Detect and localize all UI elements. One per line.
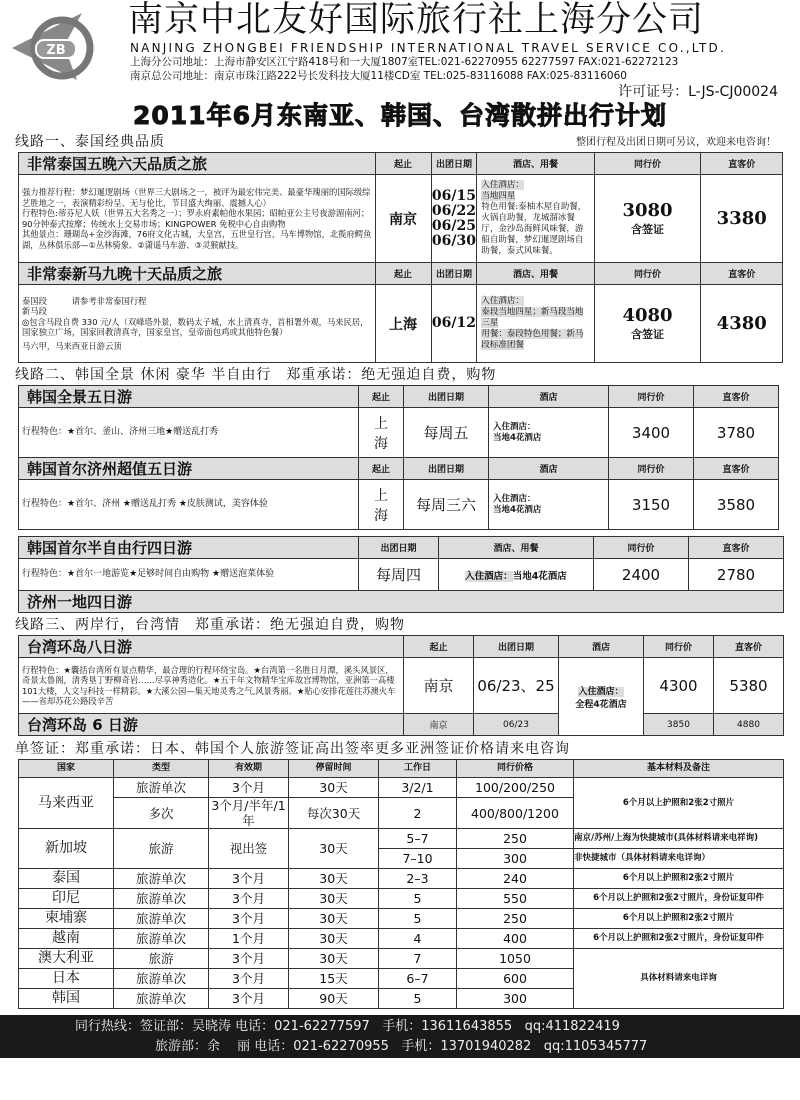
col-date: 出团日期 (431, 263, 477, 285)
col-direct: 直客价 (694, 458, 779, 480)
hotel: 入住酒店： 全程4花酒店 (559, 658, 644, 736)
workdays: 3/2/1 (379, 778, 457, 798)
route-2-header (15, 366, 776, 385)
remarks: 6个月以上护照和2张2寸照片，身份证复印件 (574, 929, 784, 949)
type: 旅游单次 (114, 778, 209, 798)
col-peer: 同行价 (609, 458, 694, 480)
direct-price: 2780 (689, 559, 784, 591)
korea-tours-table (18, 385, 779, 530)
departure-dates: 06/12 (431, 285, 477, 363)
route-1-note: 整团行程及出团日期可另议，欢迎来电咨询！ (576, 137, 776, 148)
tour-name: 非常泰新马九晚十天品质之旅 (19, 263, 376, 285)
tour-description: 行程特色：★首尔一地游览★足够时间自由购物 ★赠送泡菜体验 (19, 559, 359, 591)
tour-description: 行程特色：★首尔、釜山、济州三地★赠送乱打秀 (19, 408, 359, 458)
departure-date: 06/23、25 (474, 658, 559, 714)
price: 240 (457, 869, 574, 889)
stay: 30天 (289, 869, 379, 889)
stay: 30天 (289, 949, 379, 969)
col-stay: 停留时间 (289, 760, 379, 778)
validity: 3个月 (209, 909, 289, 929)
peer-price: 4300 (644, 658, 714, 714)
country: 泰国 (19, 869, 114, 889)
direct-price: 4380 (701, 285, 783, 363)
price: 400/800/1200 (457, 798, 574, 829)
remarks: 6个月以上护照和2张2寸照片 (574, 778, 784, 829)
stay: 30天 (289, 829, 379, 869)
korea-free-tours-table (18, 536, 784, 613)
workdays: 7 (379, 949, 457, 969)
col-type: 类型 (114, 760, 209, 778)
validity: 3个月 (209, 869, 289, 889)
peer-price: 3400 (609, 408, 694, 458)
col-hotel: 酒店 (489, 458, 609, 480)
route-2-label: 线路二、韩国全景 休闲 豪华 半自由行 郑重承诺：绝无强迫自费，购物 (15, 367, 497, 383)
departure-city: 上 海 (359, 480, 404, 530)
remarks: 南京/苏州/上海为快捷城市(具体材料请来电祥询) (574, 829, 784, 849)
departure-city: 上海 (375, 285, 431, 363)
tour-name: 非常泰国五晚六天品质之旅 (19, 153, 376, 175)
stay: 30天 (289, 778, 379, 798)
route-1-header (15, 133, 776, 152)
col-hotel: 酒店、用餐 (477, 263, 594, 285)
type: 旅游单次 (114, 989, 209, 1009)
col-peer: 同行价 (594, 263, 701, 285)
table-row (19, 778, 784, 798)
price: 1050 (457, 949, 574, 969)
price: 550 (457, 889, 574, 909)
col-direct: 直客价 (714, 636, 784, 658)
remarks: 具体材料请来电详询 (574, 949, 784, 1009)
hotel: 入住酒店： 当地4花酒店 (489, 408, 609, 458)
type: 旅游单次 (114, 909, 209, 929)
peer-price: 3080 含签证 (594, 175, 701, 263)
shanghai-address: 上海分公司地址：上海市静安区江宁路418号和一大厦1807室TEL:021-62270955 62277597 FAX:021-62272123 (130, 56, 679, 68)
tour-name: 韩国全景五日游 (19, 386, 359, 408)
validity: 视出签 (209, 829, 289, 869)
tour-name: 韩国首尔半自由行四日游 (19, 537, 359, 559)
col-direct: 直客价 (701, 153, 783, 175)
price: 250 (457, 909, 574, 929)
workdays: 2–3 (379, 869, 457, 889)
company-name: 南京中北友好国际旅行社上海分公司 (128, 0, 705, 40)
validity: 3个月 (209, 989, 289, 1009)
col-from: 起止 (359, 386, 404, 408)
workdays: 6–7 (379, 969, 457, 989)
remarks: 6个月以上护照和2张2寸照片，身份证复印件 (574, 889, 784, 909)
stay: 90天 (289, 989, 379, 1009)
departure-city: 南京 (404, 714, 474, 736)
type: 旅游单次 (114, 929, 209, 949)
hotel-meals: 入住酒店： 泰段当地四星；新马段当地三星 用餐：泰段特色用餐；新马段标准团餐 (477, 285, 594, 363)
content (0, 133, 800, 1058)
table-row (19, 929, 784, 949)
price: 600 (457, 969, 574, 989)
direct-price: 4880 (714, 714, 784, 736)
price: 300 (457, 849, 574, 869)
workdays: 7–10 (379, 849, 457, 869)
route-3-header (15, 616, 776, 635)
workdays: 5–7 (379, 829, 457, 849)
type: 多次 (114, 798, 209, 829)
col-direct: 直客价 (694, 386, 779, 408)
page-title: 2011年6月东南亚、韩国、台湾散拼出行计划 (133, 101, 667, 130)
workdays: 4 (379, 929, 457, 949)
type: 旅游单次 (114, 969, 209, 989)
route-1-label: 线路一、泰国经典品质 (15, 134, 165, 150)
country: 韩国 (19, 989, 114, 1009)
direct-price: 3780 (694, 408, 779, 458)
route-3-label: 线路三、两岸行，台湾情 郑重承诺：绝无强迫自费，购物 (15, 617, 405, 633)
workdays: 5 (379, 989, 457, 1009)
peer-price: 3150 (609, 480, 694, 530)
visa-table (18, 759, 784, 1009)
departure-city: 南京 (375, 175, 431, 263)
type: 旅游单次 (114, 889, 209, 909)
hotel-meals: 入住酒店： 当地四星 特色用餐:泰柚木屋自助餐，火锅自助餐，龙城溜冰餐厅，金沙岛海鲜风味餐，游船自助餐，梦幻暹逻剧场自助餐，泰式风味餐。 (477, 175, 594, 263)
col-validity: 有效期 (209, 760, 289, 778)
col-remarks: 基本材料及备注 (574, 760, 784, 778)
departure-date: 每周三六 (404, 480, 489, 530)
departure-city: 上 海 (359, 408, 404, 458)
country: 日本 (19, 969, 114, 989)
remarks: 非快捷城市（具体材料请来电详询） (574, 849, 784, 869)
tour-name: 济州一地四日游 (19, 591, 784, 613)
thailand-tours-table (18, 152, 783, 363)
visa-label: 单签证：郑重承诺：日本、韩国个人旅游签证高出签率更多亚洲签证价格请来电咨询 (15, 741, 570, 757)
workdays: 5 (379, 909, 457, 929)
visa-header (15, 740, 776, 759)
price: 400 (457, 929, 574, 949)
validity: 3个月 (209, 889, 289, 909)
col-date: 出团日期 (359, 537, 439, 559)
stay: 30天 (289, 909, 379, 929)
peer-price: 4080 含签证 (594, 285, 701, 363)
tour-description: 行程特色：★囊括台湾所有景点精华，最合理的行程环绕宝岛。★台湾第一名胜日月潭，溪头风景区，奇景太鲁阁，清秀垦丁野柳奇岩……尽享神秀造化。★五千年文物精华宝库故宫博物馆，亚洲第一高楼101大楼，人文与科技一样精彩。★大溪公园—集天地灵秀之气,风景秀丽。★贴心安排花莲往苏澳火车——省却苏花公路段辛苦 (19, 658, 404, 714)
workdays: 5 (379, 889, 457, 909)
type: 旅游单次 (114, 869, 209, 889)
col-from: 起止 (375, 153, 431, 175)
country: 柬埔寨 (19, 909, 114, 929)
col-peer: 同行价 (609, 386, 694, 408)
col-hotel: 酒店 (489, 386, 609, 408)
table-row (19, 889, 784, 909)
col-hotel: 酒店、用餐 (439, 537, 594, 559)
tour-hotline: 旅游部：余 丽 电话：021-62270955 手机：13701940282 qq:1105345777 (155, 1039, 648, 1054)
col-from: 起止 (404, 636, 474, 658)
table-row (19, 829, 784, 849)
tour-name: 台湾环岛 6 日游 (19, 714, 404, 736)
stay: 每次30天 (289, 798, 379, 829)
col-peer: 同行价 (594, 153, 701, 175)
country: 澳大利亚 (19, 949, 114, 969)
col-peer: 同行价 (644, 636, 714, 658)
peer-price: 3850 (644, 714, 714, 736)
hotel: 入住酒店：当地4花酒店 (439, 559, 594, 591)
col-date: 出团日期 (404, 386, 489, 408)
table-row (19, 869, 784, 889)
table-row (19, 909, 784, 929)
country: 新加坡 (19, 829, 114, 869)
visa-hotline: 同行热线：签证部：吴晓涛 电话：021-62277597 手机：13611643855 qq:411822419 (75, 1019, 620, 1034)
direct-price: 3380 (701, 175, 783, 263)
company-logo (12, 8, 102, 83)
col-from: 起止 (359, 458, 404, 480)
taiwan-tours-table (18, 635, 784, 736)
departure-dates: 06/15 06/22 06/25 06/30 (431, 175, 477, 263)
peer-price: 2400 (594, 559, 689, 591)
type: 旅游 (114, 949, 209, 969)
tour-description: 强力推荐行程：梦幻暹逻剧场（世界三大剧场之一，被评为最宏伟完美、最豪华瑰丽的国际级综艺胜地之一，表演精彩纷呈、无与伦比，节目盛大绚丽、震撼人心） 行程特色:蒂芬尼人妖（世界五大名秀之一）；罗永府素帕他水果园；昭帕亚公主号夜游湄南河； 90分钟泰式按摩；传统水上交易市场；KINGPOWER 免税中心自由购物 其他景点：珊瑚岛+金沙海滩，76府文化古城，大皇宫，五世皇行宫，马车博物馆，北揽府鳄鱼湖，丛林俱乐部—①丛林骑象、②潇遥马车游、③灵猴献技。 (19, 175, 376, 263)
tour-description: 泰国段 请参考非常泰国行程 新马段 ◎包含马段自费 330 元/人（双峰塔外景，数码太子城，水上清真寺，首相署外观，马来民居，国家独立广场，国家回教清真寺，国家皇宫，皇帝面包鸡或其他特色餐） 马六甲，马来西亚日游云顶 (19, 285, 376, 363)
tour-name: 台湾环岛八日游 (19, 636, 404, 658)
type: 旅游 (114, 829, 209, 869)
col-date: 出团日期 (431, 153, 477, 175)
validity: 3个月 (209, 778, 289, 798)
col-from: 起止 (375, 263, 431, 285)
col-country: 国家 (19, 760, 114, 778)
col-hotel: 酒店、用餐 (477, 153, 594, 175)
country: 越南 (19, 929, 114, 949)
stay: 30天 (289, 929, 379, 949)
price: 300 (457, 989, 574, 1009)
departure-date: 06/23 (474, 714, 559, 736)
svg-text:ZB: ZB (46, 43, 66, 58)
remarks: 6个月以上护照和2张2寸照片 (574, 869, 784, 889)
col-peer: 同行价 (594, 537, 689, 559)
country: 印尼 (19, 889, 114, 909)
col-price: 同行价格 (457, 760, 574, 778)
license-number: 许可证号：L-JS-CJ00024 (618, 84, 778, 100)
validity: 1个月 (209, 929, 289, 949)
col-date: 出团日期 (474, 636, 559, 658)
direct-price: 5380 (714, 658, 784, 714)
company-name-en: NANJING ZHONGBEI FRIENDSHIP INTERNATIONAL TRAVEL SERVICE CO.,LTD. (130, 41, 726, 55)
col-workdays: 工作日 (379, 760, 457, 778)
departure-city: 南京 (404, 658, 474, 714)
validity: 3个月 (209, 969, 289, 989)
col-direct: 直客价 (701, 263, 783, 285)
price: 100/200/250 (457, 778, 574, 798)
workdays: 2 (379, 798, 457, 829)
country: 马来西亚 (19, 778, 114, 829)
stay: 15天 (289, 969, 379, 989)
departure-date: 每周五 (404, 408, 489, 458)
table-row (19, 949, 784, 969)
hotel: 入住酒店： 当地4花酒店 (489, 480, 609, 530)
price: 250 (457, 829, 574, 849)
tour-description: 行程特色：★首尔、济州 ★赠送乱打秀 ★皮肤测试，美容体验 (19, 480, 359, 530)
contact-footer (0, 1015, 800, 1058)
col-direct: 直客价 (689, 537, 784, 559)
validity: 3个月 (209, 949, 289, 969)
col-date: 出团日期 (404, 458, 489, 480)
validity: 3个月/半年/1年 (209, 798, 289, 829)
direct-price: 3580 (694, 480, 779, 530)
nanjing-address: 南京总公司地址：南京市珠江路222号长发科技大厦11楼CD室 TEL:025-83116088 FAX:025-83116060 (130, 70, 627, 82)
departure-date: 每周四 (359, 559, 439, 591)
remarks: 6个月以上护照和2张2寸照片 (574, 909, 784, 929)
col-hotel: 酒店 (559, 636, 644, 658)
stay: 30天 (289, 889, 379, 909)
tour-name: 韩国首尔济州超值五日游 (19, 458, 359, 480)
